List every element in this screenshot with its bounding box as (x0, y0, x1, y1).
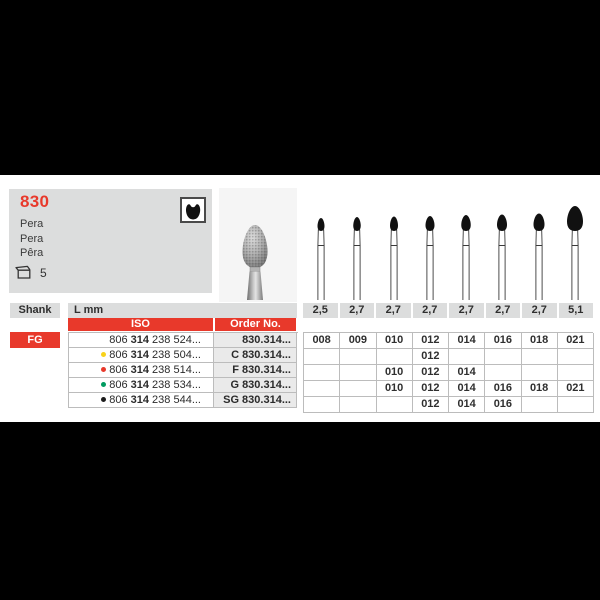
bur-illustration (521, 203, 557, 303)
size-cell: 012 (413, 333, 449, 349)
size-cell (485, 365, 521, 381)
iso-order-table (68, 332, 298, 408)
iso-number-cell: 806 314 238 504... (69, 348, 214, 363)
red-grit-dot-icon (101, 367, 106, 372)
size-cell: 016 (485, 381, 521, 397)
l-mm-value-cell: 2,7 (486, 303, 521, 318)
product-names (20, 217, 43, 261)
iso-number-cell: 806 314 238 514... (69, 363, 214, 378)
l-mm-value-cell: 2,5 (303, 303, 338, 318)
size-cell (558, 365, 594, 381)
iso-column-header: ISO (68, 318, 213, 331)
size-cell (304, 381, 340, 397)
iso-number-cell: 806 314 238 524... (69, 333, 214, 348)
bur-illustrations (303, 203, 593, 303)
order-no-cell: 830.314... (214, 333, 297, 348)
iso-number-cell: 806 314 238 534... (69, 378, 214, 393)
size-cell (558, 397, 594, 413)
pack-quantity: 5 (40, 265, 47, 280)
size-cell (449, 349, 485, 365)
product-name-line: Pêra (20, 247, 44, 259)
l-mm-header: L mm (68, 303, 297, 318)
size-cell (340, 349, 376, 365)
product-name-line: Pera (20, 232, 44, 245)
size-cell: 021 (558, 333, 594, 349)
size-cell (304, 349, 340, 365)
l-mm-size-strip (303, 303, 593, 318)
l-mm-value-cell: 2,7 (522, 303, 557, 318)
size-cell: 016 (485, 333, 521, 349)
order-no-cell: F 830.314... (214, 363, 297, 378)
l-mm-value-cell: 2,7 (449, 303, 484, 318)
bur-illustration (339, 203, 375, 303)
package-icon (15, 265, 33, 280)
bur-illustration (557, 203, 593, 303)
size-cell (522, 365, 558, 381)
size-cell (304, 397, 340, 413)
yellow-grit-dot-icon (101, 352, 106, 357)
l-mm-value-cell: 2,7 (413, 303, 448, 318)
bur-illustration (376, 203, 412, 303)
size-cell (522, 349, 558, 365)
product-info-box (9, 189, 212, 293)
size-cell (340, 381, 376, 397)
iso-number-cell: 806 314 238 544... (69, 393, 214, 408)
size-cell: 009 (340, 333, 376, 349)
size-cell (377, 349, 413, 365)
size-cell: 010 (377, 381, 413, 397)
bur-illustration (412, 203, 448, 303)
size-cell (340, 397, 376, 413)
product-number: 830 (20, 192, 50, 211)
size-cell: 010 (377, 365, 413, 381)
product-photo (219, 188, 297, 302)
packaging-unit (15, 265, 47, 280)
size-cell (485, 349, 521, 365)
size-cell: 008 (304, 333, 340, 349)
l-mm-value-cell: 5,1 (559, 303, 594, 318)
l-mm-value-cell: 2,7 (340, 303, 375, 318)
size-cell (304, 365, 340, 381)
size-cell: 018 (522, 333, 558, 349)
size-cell: 014 (449, 333, 485, 349)
order-no-cell: SG 830.314... (214, 393, 297, 408)
order-no-column-header: Order No. (215, 318, 296, 331)
size-cell (340, 365, 376, 381)
size-cell: 012 (413, 381, 449, 397)
size-cell: 021 (558, 381, 594, 397)
size-cell: 014 (449, 365, 485, 381)
size-cell: 014 (449, 397, 485, 413)
black-grit-dot-icon (101, 397, 106, 402)
order-no-cell: G 830.314... (214, 378, 297, 393)
shape-icon-box (180, 197, 206, 223)
size-grid (303, 332, 593, 413)
product-name-line: Pera (20, 218, 44, 230)
l-mm-value-cell: 2,7 (376, 303, 411, 318)
size-cell: 016 (485, 397, 521, 413)
size-cell: 012 (413, 349, 449, 365)
size-cell (558, 349, 594, 365)
order-no-cell: C 830.314... (214, 348, 297, 363)
shank-value-badge: FG (10, 332, 60, 348)
pear-bur-icon (182, 199, 204, 221)
bur-illustration (303, 203, 339, 303)
size-cell: 018 (522, 381, 558, 397)
shank-header: Shank (10, 303, 60, 318)
size-cell (377, 397, 413, 413)
size-cell: 012 (413, 397, 449, 413)
bur-illustration (484, 203, 520, 303)
size-cell: 010 (377, 333, 413, 349)
size-cell: 012 (413, 365, 449, 381)
green-grit-dot-icon (101, 382, 106, 387)
diamond-bur-photo (219, 188, 297, 302)
size-cell (522, 397, 558, 413)
size-cell: 014 (449, 381, 485, 397)
catalog-strip (0, 175, 600, 422)
bur-illustration (448, 203, 484, 303)
